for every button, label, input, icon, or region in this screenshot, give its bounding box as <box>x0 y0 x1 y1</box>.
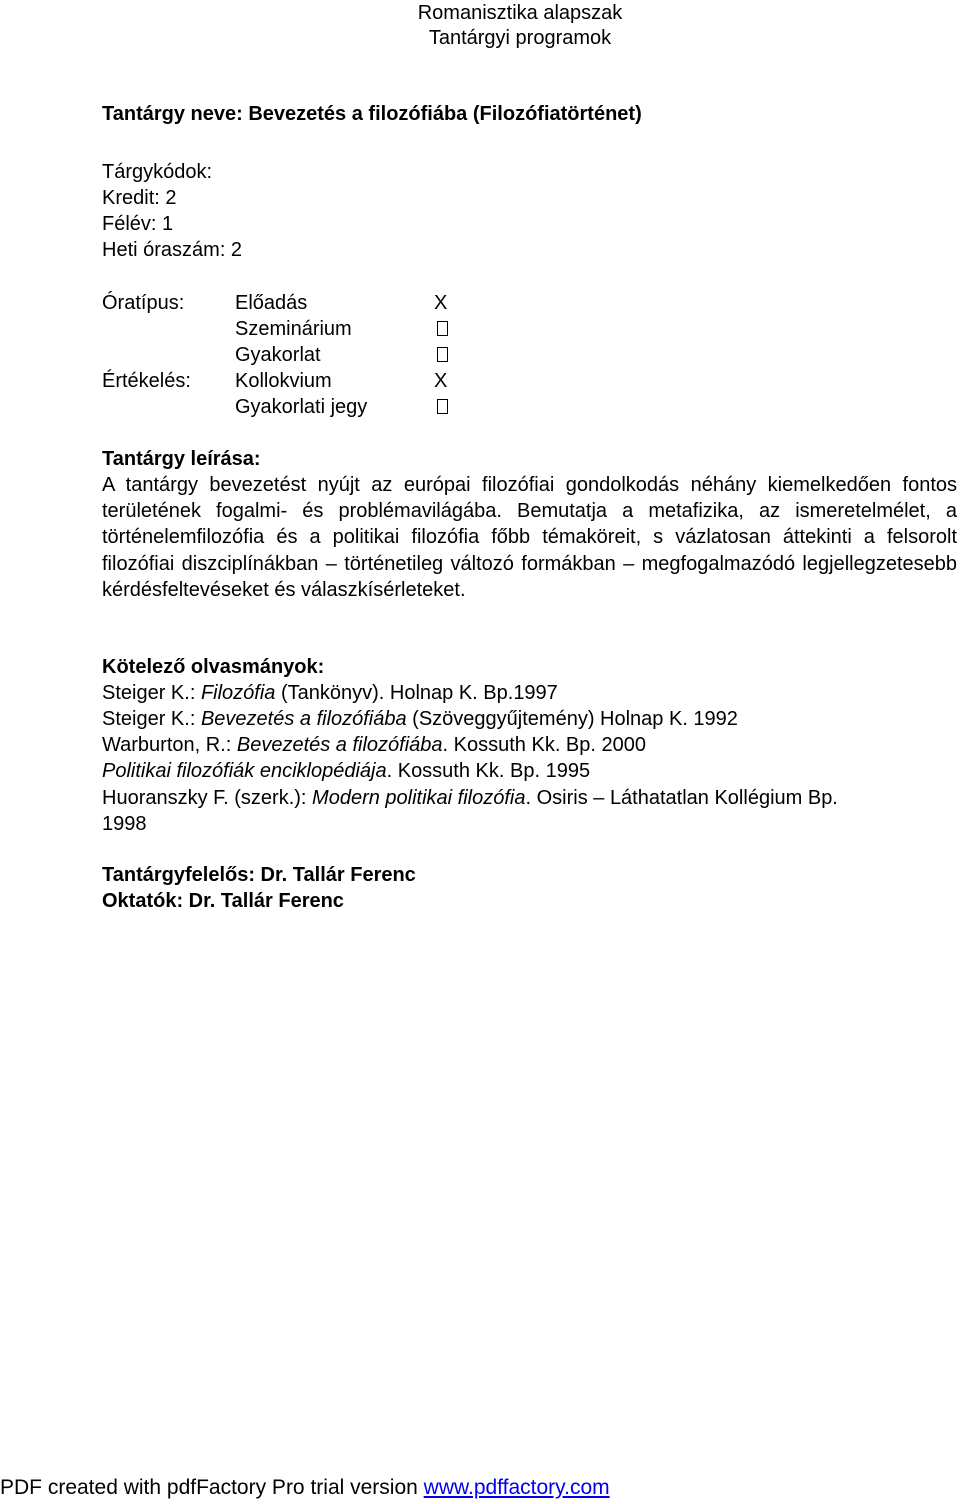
reading-item <box>102 758 590 784</box>
course-hours: Heti óraszám: 2 <box>102 239 243 261</box>
course-semester: Félév: 1 <box>102 213 174 235</box>
description-heading: Tantárgy leírása: <box>102 448 261 470</box>
reading-title: Politikai filozófiák enciklopédiája <box>102 760 387 782</box>
reading-title: Filozófia <box>200 682 276 704</box>
empty-box-icon <box>437 347 448 362</box>
course-title: Tantárgy neve: Bevezetés a filozófiába (Filozófiatörténet) <box>102 103 642 125</box>
class-type-seminar-checkbox <box>437 316 448 342</box>
reading-item <box>102 706 738 732</box>
reading-item <box>102 680 558 706</box>
footer-link[interactable]: www.pdffactory.com <box>423 1476 610 1499</box>
class-type-label: Óratípus: <box>102 292 185 314</box>
header-section: Tantárgyi programok <box>428 27 612 49</box>
reading-publisher: (Szöveggyűjtemény) Holnap K. 1992 <box>406 708 738 730</box>
evaluation-practical-grade-checkbox <box>437 394 448 420</box>
empty-box-icon <box>437 321 448 336</box>
reading-item <box>102 785 838 811</box>
course-responsible: Tantárgyfelelős: Dr. Tallár Ferenc <box>102 864 416 886</box>
class-type-lecture-mark: X <box>434 292 448 314</box>
reading-title: Bevezetés a filozófiába <box>236 734 443 756</box>
reading-item <box>102 732 646 758</box>
reading-author: Warburton, R.: <box>102 734 237 756</box>
reading-publisher: (Tankönyv). Holnap K. Bp.1997 <box>275 682 558 704</box>
empty-box-icon <box>437 399 448 414</box>
course-credit: Kredit: 2 <box>102 187 177 209</box>
evaluation-colloquium: Kollokvium <box>235 370 332 392</box>
pdf-footer <box>0 1474 610 1502</box>
reading-publisher: . Osiris – Láthatatlan Kollégium Bp. <box>525 787 838 809</box>
header-subject: Romanisztika alapszak <box>417 2 623 24</box>
class-type-practice-checkbox <box>437 342 448 368</box>
course-instructors: Oktatók: Dr. Tallár Ferenc <box>102 890 344 912</box>
reading-publisher: . Kossuth Kk. Bp. 1995 <box>386 760 591 782</box>
reading-title: Modern politikai filozófia <box>312 787 526 809</box>
footer-text: PDF created with pdfFactory Pro trial version <box>0 1476 424 1499</box>
reading-author: Huoranszky F. (szerk.): <box>102 787 313 809</box>
description-text: A tantárgy bevezetést nyújt az európai filozófiai gondolkodás néhány kiemelkedően fontos területének fogalmi- és problémavilágába. Bemutatja a metafizika, az ismeretelmélet, a történelemfilozófia és a politikai filozófia főbb témaköreit, s vázlatosan áttekinti a felsorolt filozófiai diszciplínákban – történetileg változó formákban – megfogalmazódó legjellegzetesebb kérdésfeltevéseket és válaszkísérleteket. <box>102 474 957 601</box>
reading-publisher: . Kossuth Kk. Bp. 2000 <box>442 734 647 756</box>
class-type-practice: Gyakorlat <box>235 344 321 366</box>
class-type-seminar: Szeminárium <box>235 318 352 340</box>
reading-item-continuation: 1998 <box>102 813 147 835</box>
evaluation-colloquium-mark: X <box>434 370 448 392</box>
evaluation-practical-grade: Gyakorlati jegy <box>235 396 368 418</box>
evaluation-label: Értékelés: <box>102 370 191 392</box>
reading-author: Steiger K.: <box>102 682 201 704</box>
reading-author: Steiger K.: <box>102 708 201 730</box>
readings-heading: Kötelező olvasmányok: <box>102 656 325 678</box>
class-type-lecture: Előadás <box>235 292 308 314</box>
reading-title: Bevezetés a filozófiába <box>200 708 407 730</box>
course-codes: Tárgykódok: <box>102 161 213 183</box>
